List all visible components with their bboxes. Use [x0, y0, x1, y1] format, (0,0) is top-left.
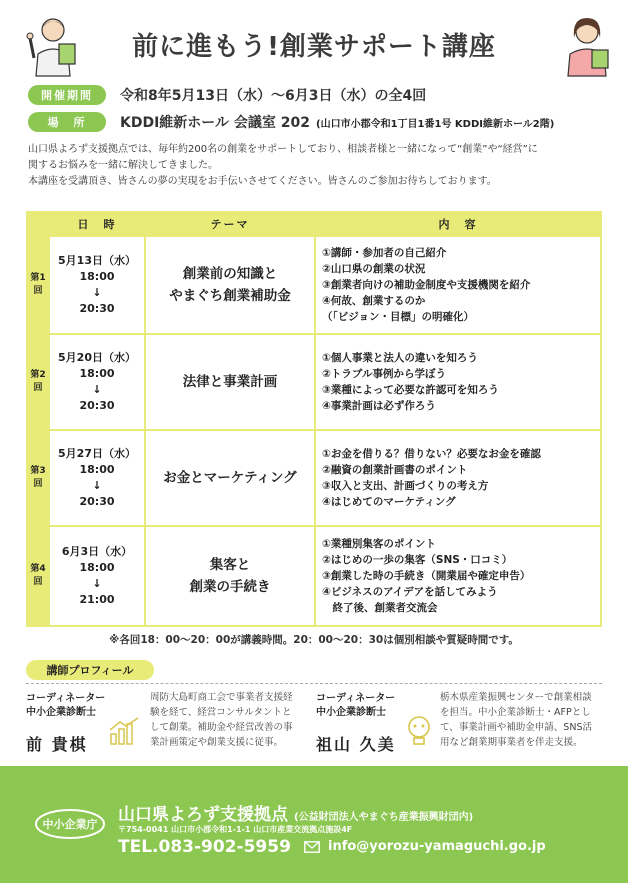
theme-line: 集客と	[209, 557, 251, 573]
coordinator-1	[26, 692, 105, 755]
lightbulb-icon	[404, 714, 434, 748]
content-item: ②はじめの一歩の集客（SNS・口コミ）	[322, 554, 513, 566]
bio-line: して創業。補助金や経営改善の事	[150, 722, 293, 733]
header-content: 内 容	[315, 212, 601, 236]
content-item: ④事業計画は必ず作ろう	[322, 400, 436, 412]
session-date: 5月13日（水）	[58, 254, 136, 267]
period-label: 開催期間	[28, 85, 106, 105]
content-item: ④何故、創業するのか	[322, 295, 426, 307]
intro-text	[28, 142, 606, 190]
session-start: 18:00	[79, 561, 115, 574]
theme-line: やまぐち創業補助金	[169, 288, 291, 304]
content-item: ③業種によって必要な許認可を知ろう	[322, 384, 499, 396]
session-number: 第2回	[27, 334, 49, 430]
table-row	[27, 526, 601, 626]
content-item: ④ビジネスのアイデアを話してみよう	[322, 586, 498, 598]
bio-line: を担当。中小企業診断士・AFPとし	[440, 707, 591, 718]
bio-line: 用など創業期事業者を伴走支援。	[440, 737, 583, 748]
session-start: 18:00	[79, 463, 115, 476]
session-end: 20:30	[79, 399, 115, 412]
sme-agency-logo	[34, 808, 106, 840]
table-row	[27, 334, 601, 430]
table-header-row	[27, 212, 601, 236]
bio-line: 周防大島町商工会で事業者支援経	[150, 692, 293, 703]
session-content	[315, 430, 601, 526]
coordinator-2	[316, 692, 396, 755]
session-date: 6月3日（水）	[61, 545, 133, 558]
content-item: ②融資の創業計画書のポイント	[322, 464, 468, 476]
profile-label: 講師プロフィール	[26, 660, 154, 680]
venue-label: 場 所	[28, 112, 106, 132]
theme-line: 創業前の知識と	[182, 266, 278, 282]
intro-line: 関するお悩みを一緒に解決してきました。	[28, 160, 218, 171]
coordinator-qualification: 中小企業診断士	[26, 707, 96, 718]
session-number: 第4回	[27, 526, 49, 626]
chart-growth-icon	[108, 716, 142, 746]
table-row	[27, 430, 601, 526]
bio-line: 業計画策定や創業支援に従事。	[150, 737, 284, 748]
coordinator-role: コーディネーター	[26, 693, 106, 704]
telephone: TEL.083-902-5959	[118, 837, 291, 857]
schedule-table	[26, 211, 602, 627]
bio-line: て、事業計画や補助金申請、SNS活	[440, 722, 592, 733]
session-theme	[145, 526, 315, 626]
venue-address: (山口市小郡令和1丁目1番1号 KDDI維新ホール2階)	[316, 118, 555, 130]
session-theme	[145, 430, 315, 526]
schedule-note: ※各回18：00〜20：00が講義時間。20：00〜20：30は個別相談や質疑時間です。	[109, 634, 519, 646]
session-datetime	[49, 236, 145, 334]
coordinator-name: 前 貴棋	[26, 735, 88, 754]
session-end: 21:00	[79, 593, 115, 606]
content-item: ④はじめてのマーケティング	[322, 496, 456, 508]
header-blank	[27, 212, 49, 236]
coordinator-role: コーディネーター	[316, 693, 396, 704]
content-item: 終了後、創業者交流会	[322, 602, 438, 614]
coordinator-name: 祖山 久美	[316, 735, 396, 754]
theme-line: お金とマーケティング	[163, 470, 297, 486]
content-item: ③収入と支出、計画づくりの考え方	[322, 480, 489, 492]
content-item: ①業種別集客のポイント	[322, 538, 436, 550]
down-arrow-icon: ↓	[92, 479, 102, 492]
period-row	[28, 84, 426, 106]
org-name: 山口県よろず支援拠点	[118, 805, 288, 825]
venue-text: KDDI維新ホール 会議室 202	[120, 115, 310, 131]
organization-name	[118, 800, 473, 825]
period-text: 令和8年5月13日（水）〜6月3日（水）の全4回	[120, 88, 427, 104]
session-end: 20:30	[79, 302, 115, 315]
session-date: 5月20日（水）	[58, 351, 136, 364]
session-end: 20:30	[79, 495, 115, 508]
session-content	[315, 526, 601, 626]
down-arrow-icon: ↓	[92, 383, 102, 396]
header-datetime: 日 時	[49, 212, 145, 236]
session-start: 18:00	[79, 367, 115, 380]
content-item: ③創業した時の手続き（開業届や確定申告）	[322, 570, 531, 582]
theme-line: 法律と事業計画	[182, 374, 278, 390]
page-title: 前に進もう!創業サポート講座	[132, 32, 496, 62]
down-arrow-icon: ↓	[92, 286, 102, 299]
content-item: ①お金を借りる？借りない？必要なお金を確認	[322, 448, 541, 460]
session-number: 第3回	[27, 430, 49, 526]
session-datetime	[49, 430, 145, 526]
org-sub: (公益財団法人やまぐち産業振興財団内)	[294, 812, 474, 823]
email-link[interactable]: info@yorozu-yamaguchi.go.jp	[328, 839, 546, 854]
session-content	[315, 334, 601, 430]
content-item: （「ビジョン・目標」の明確化）	[322, 311, 475, 323]
theme-line: 創業の手続き	[189, 579, 271, 595]
session-theme	[145, 236, 315, 334]
content-item: ②山口県の創業の状況	[322, 263, 426, 275]
session-theme	[145, 334, 315, 430]
session-datetime	[49, 526, 145, 626]
logo-text: 中小企業庁	[42, 818, 98, 831]
content-item: ①個人事業と法人の違いを知ろう	[322, 352, 478, 364]
session-start: 18:00	[79, 270, 115, 283]
person-right-illustration	[560, 14, 614, 78]
intro-line: 本講座を受講頂き、皆さんの夢の実現をお手伝いさせてください。皆さんのご参加お待ちしております。	[28, 176, 497, 187]
organization-address: 〒754-0041 山口市小郡令和1-1-1 山口市産業交流拠点施設4F	[118, 825, 353, 834]
content-item: ②トラブル事例から学ぼう	[322, 368, 446, 380]
session-content	[315, 236, 601, 334]
mail-icon	[304, 841, 320, 853]
profile-divider	[26, 683, 602, 684]
coordinator-qualification: 中小企業診断士	[316, 707, 386, 718]
content-item: ③創業者向けの補助金制度や支援機関を紹介	[322, 279, 531, 291]
coordinator-2-bio	[440, 690, 592, 750]
bio-line: 栃木県産業振興センターで創業相談	[440, 692, 592, 703]
coordinator-1-bio	[150, 690, 293, 750]
content-item: ①講師・参加者の自己紹介	[322, 247, 447, 259]
header-theme: テーマ	[145, 212, 315, 236]
down-arrow-icon: ↓	[92, 577, 102, 590]
venue-row	[28, 111, 554, 133]
session-date: 5月27日（水）	[58, 447, 136, 460]
session-datetime	[49, 334, 145, 430]
table-row	[27, 236, 601, 334]
session-number: 第1回	[27, 236, 49, 334]
bio-line: 験を経て、経営コンサルタントと	[150, 707, 292, 718]
intro-line: 山口県よろず支援拠点では、毎年約200名の創業をサポートしており、相談者様と一緒になって“創業”や“経営”に	[28, 144, 538, 155]
